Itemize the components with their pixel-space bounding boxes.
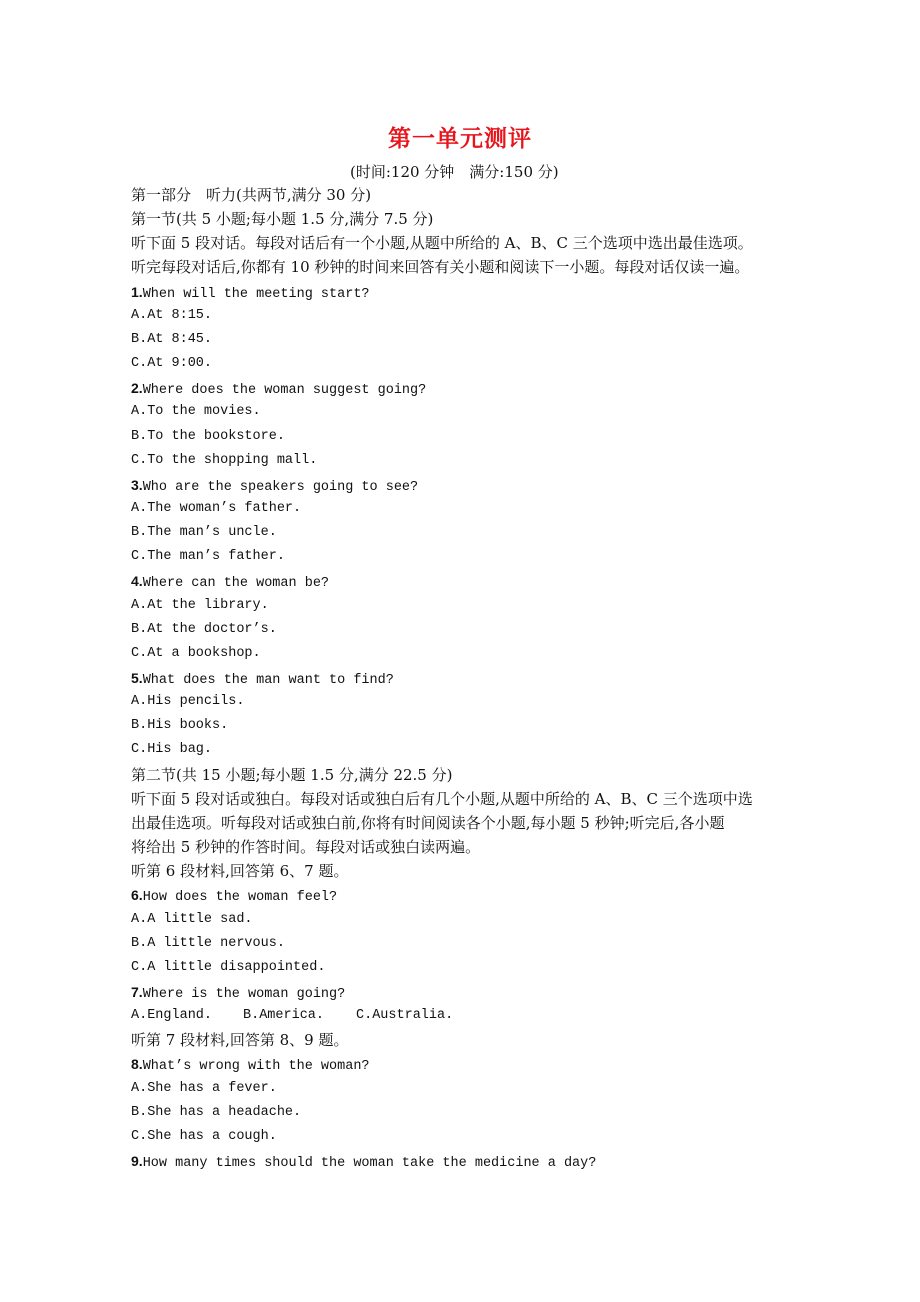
question (131, 666, 394, 690)
answer-option: C.A little disappointed. (131, 959, 326, 975)
answer-option: C.His bag. (131, 742, 213, 758)
instruction-line: 听第 7 段材料,回答第 8、9 题。 (131, 1031, 349, 1050)
answer-option: A.England. (131, 1008, 213, 1024)
answer-option: A.A little sad. (131, 911, 253, 927)
question (131, 1052, 370, 1076)
answer-option: A.The woman’s father. (131, 500, 302, 516)
answer-option: C.To the shopping mall. (131, 452, 318, 468)
instruction-line: 出最佳选项。听每段对话或独白前,你将有时间阅读各个小题,每小题 5 秒钟;听完后,各小题 (131, 813, 725, 832)
question (131, 569, 329, 593)
answer-option: A.His pencils. (131, 694, 245, 710)
instruction-line: 将给出 5 秒钟的作答时间。每段对话或独白读两遍。 (131, 838, 481, 857)
question (131, 280, 370, 304)
question-number: 7. (131, 983, 143, 1000)
question-number: 8. (131, 1056, 143, 1073)
answer-option: C.At a bookshop. (131, 645, 261, 661)
answer-options-row (131, 1004, 531, 1028)
answer-option: B.His books. (131, 718, 229, 734)
instruction-line: 听第 6 段材料,回答第 6、7 题。 (131, 862, 349, 881)
instruction-line: 听下面 5 段对话。每段对话后有一个小题,从题中所给的 A、B、C 三个选项中选出最佳选项。 (131, 234, 753, 253)
answer-option: B.The man’s uncle. (131, 525, 277, 541)
answer-option: C.At 9:00. (131, 356, 213, 372)
answer-option: A.She has a fever. (131, 1080, 277, 1096)
answer-option: B.America. (243, 1008, 325, 1024)
question-text: Who are the speakers going to see? (142, 479, 419, 495)
instruction-line: 听完每段对话后,你都有 10 秒钟的时间来回答有关小题和阅读下一小题。每段对话仅读一遍。 (131, 258, 750, 277)
question-number: 9. (131, 1153, 143, 1169)
instruction-line: 第二节(共 15 小题;每小题 1.5 分,满分 22.5 分) (131, 765, 453, 784)
exam-time-and-score: (时间:120 分钟 满分:150 分) (350, 163, 559, 181)
question-text: How does the woman feel? (142, 890, 338, 906)
answer-option: A.To the movies. (131, 404, 261, 420)
question-text: When will the meeting start? (142, 286, 370, 302)
question (131, 980, 345, 1004)
question-text: What’s wrong with the woman? (142, 1059, 370, 1075)
answer-option: B.A little nervous. (131, 935, 285, 951)
question (131, 883, 337, 907)
question (131, 473, 418, 497)
question-number: 1. (131, 283, 143, 300)
question-number: 4. (131, 573, 143, 590)
answer-option: B.She has a headache. (131, 1104, 302, 1120)
question (131, 376, 426, 400)
answer-option: A.At 8:15. (131, 307, 213, 323)
question-number: 2. (131, 380, 143, 397)
instruction-line: 听下面 5 段对话或独白。每段对话或独白后有几个小题,从题中所给的 A、B、C 三个选项中选 (131, 789, 753, 808)
answer-option: B.At 8:45. (131, 331, 213, 347)
answer-option: C.Australia. (356, 1008, 454, 1024)
answer-option: C.The man’s father. (131, 549, 285, 565)
question-text: How many times should the woman take the medicine a day? (142, 1156, 597, 1171)
instruction-line: 第一节(共 5 小题;每小题 1.5 分,满分 7.5 分) (131, 210, 434, 229)
question (131, 1149, 596, 1173)
answer-option: B.At the doctor’s. (131, 621, 277, 637)
question-text: What does the man want to find? (142, 673, 394, 688)
question-number: 3. (131, 476, 143, 493)
answer-option: C.She has a cough. (131, 1128, 277, 1144)
question-text: Where does the woman suggest going? (142, 383, 427, 399)
question-text: Where is the woman going? (142, 986, 346, 1002)
question-number: 5. (131, 670, 143, 686)
question-text: Where can the woman be? (142, 576, 330, 592)
question-number: 6. (131, 887, 143, 904)
answer-option: B.To the bookstore. (131, 428, 285, 444)
page-title: 第一单元测评 (388, 125, 532, 152)
instruction-line: 第一部分 听力(共两节,满分 30 分) (131, 186, 372, 204)
answer-option: A.At the library. (131, 597, 269, 613)
